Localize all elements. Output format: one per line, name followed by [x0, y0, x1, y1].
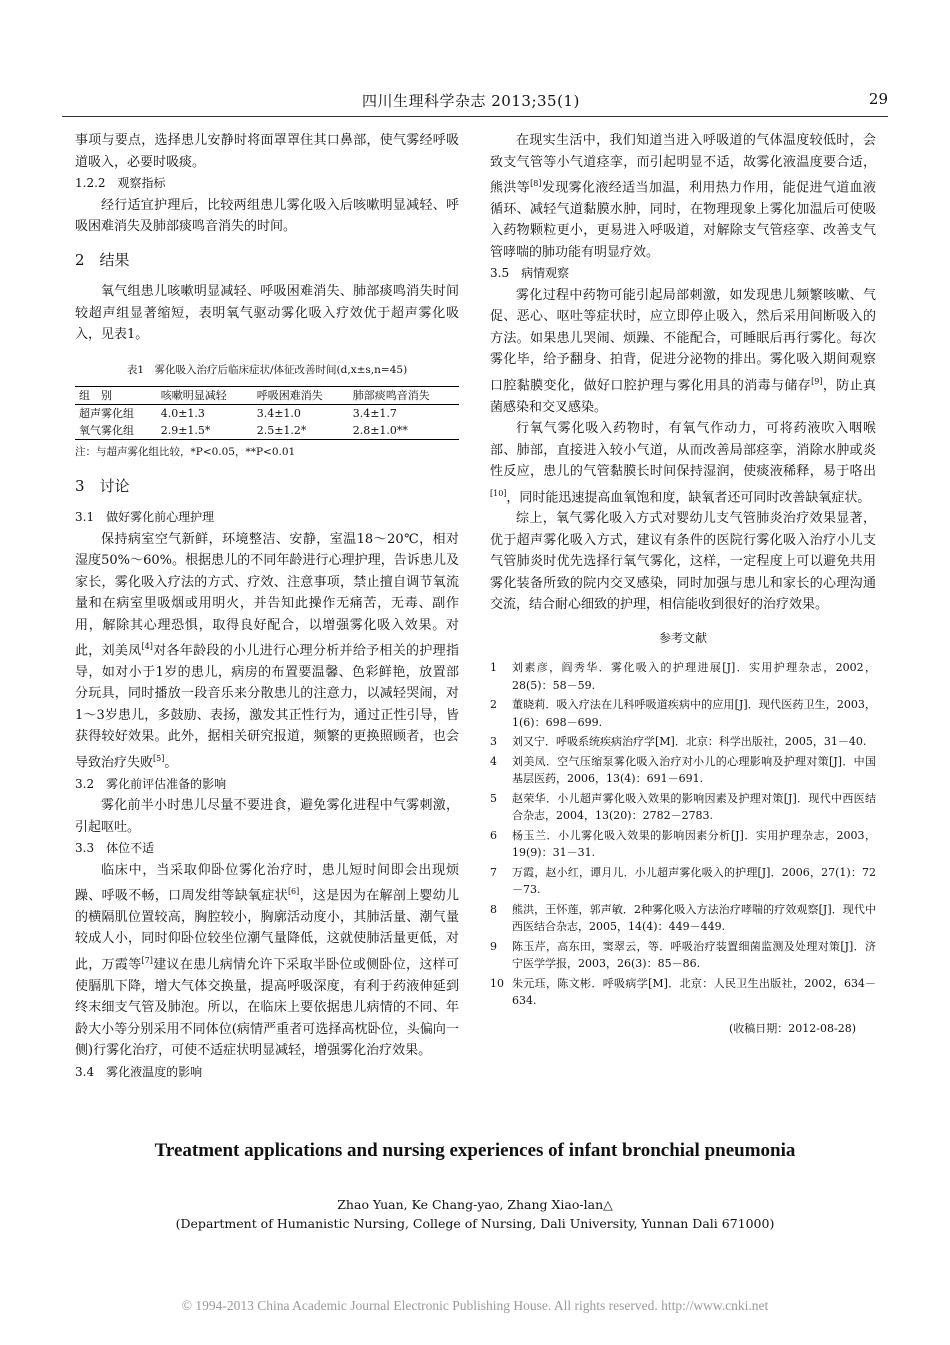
reference-number: 5: [490, 791, 497, 805]
subsection-heading: 3.5 病情观察: [490, 266, 570, 281]
reference-number: 3: [490, 735, 497, 749]
reference-text: 熊洪，王怀莲，郭声敏．2种雾化吸入方法治疗哮喘的疗效观察[J]．现代中西医结合杂志，2005，14(4)：449－449.: [512, 902, 876, 934]
section-heading: 3 讨论: [75, 476, 130, 495]
reference-item: [490, 975, 876, 1010]
paragraph: [75, 860, 459, 1062]
text-run: 建议在患儿病情允许下采取半卧位或侧卧位，这样可使膈肌下降，增大气体交换量，提高呼吸深度，有利于药液伸延到终末细支气管及肺泡。所以，在临床上要依据患儿病情的不同、年龄大小等分别采用不同体位(病情严重者可选择高枕卧位，头偏向一侧)行雾化治疗，可使不适症状明显减轻，增强雾化治疗效果。: [75, 957, 459, 1059]
text-run: ，同时能迅速提高血氧饱和度，缺氧者还可同时改善缺氧症状。: [506, 489, 871, 505]
text-run: 临床中，当采取仰卧位雾化治疗时，患儿短时间即会出现烦躁、呼吸不畅，口周发绀等缺氧症状: [75, 862, 459, 904]
reference-text: 刘又宁．呼吸系统疾病治疗学[M]．北京：科学出版社，2005，31－40.: [512, 735, 867, 749]
reference-text: 陈玉芹，高东田，窦翠云，等．呼吸治疗装置细菌监测及处理对策[J]．济宁医学学报，2003，26(3)：85－86.: [512, 939, 876, 971]
reference-number: 4: [490, 754, 497, 768]
table-header: 呼吸困难消失: [256, 389, 323, 402]
table-row: [75, 422, 459, 440]
table-header: 肺部痰鸣音消失: [352, 389, 430, 402]
reference-item: [490, 901, 876, 936]
table-cell: 3.4±1.7: [352, 407, 397, 420]
reference-text: 董晓莉．吸入疗法在儿科呼吸道疾病中的应用[J]．现代医药卫生，2003，1(6)：698－699.: [512, 698, 876, 729]
table-cell: 2.8±1.0**: [352, 424, 408, 437]
table-cell: 3.4±1.0: [256, 407, 301, 420]
reference-number: 10: [490, 976, 504, 990]
paragraph: 事项与要点，选择患儿安静时将面罩罩住其口鼻部，使气雾经呼吸道吸入，必要时吸痰。: [75, 133, 459, 170]
table-caption: 表1 雾化吸入治疗后临床症状/体征改善时间(d,x±s,n=45): [126, 363, 408, 376]
subsection-heading: 3.4 雾化液温度的影响: [75, 1064, 203, 1079]
right-column: [490, 130, 876, 1039]
reference-number: 8: [490, 902, 497, 916]
text-run: 对各年龄段的小儿进行心理分析并给予相关的护理指导，如对小于1岁的患儿，病房的布置要温馨、色彩鲜艳，放置部分玩具，同时播放一段音乐来分散患儿的注意力，以减轻哭闹，对1～3岁患儿，多鼓励、表扬，激发其正性行为，通过正性引导，皆获得较好效果。此外，据相关研究报道，频繁的更换照顾者，也会导致治疗失败: [75, 643, 459, 771]
reference-item: [490, 938, 876, 973]
paragraph: [490, 285, 876, 418]
copyright-footer: © 1994-2013 China Academic Journal Electronic Publishing House. All rights reserved. http://www.cnki.net: [181, 1298, 769, 1313]
table-cell: 超声雾化组: [79, 407, 134, 420]
reference-text: 杨玉兰．小儿雾化吸入效果的影响因素分析[J]．实用护理杂志，2003，19(9)：31－31.: [512, 828, 876, 860]
subsection-heading: 1.2.2 观察指标: [75, 176, 166, 190]
text-run: 发现雾化液经适当加温，利用热力作用，能促进气道血液循环、减轻气道黏膜水肿，同时，在物理现象上雾化加温后可使吸入药物颗粒更小，更易进入呼吸道，对解除支气管痉挛、改善支气管哮喘的肺功能有明显疗效。: [490, 180, 876, 260]
reference-number: 9: [490, 939, 497, 953]
paragraph: 经行适宜护理后，比较两组患儿雾化吸入后咳嗽明显减轻、呼吸困难消失及肺部痰鸣音消失的时间。: [75, 197, 459, 234]
table-header: 咳嗽明显减轻: [160, 389, 227, 402]
reference-text: 万霞，赵小红，谭月儿．小儿超声雾化吸入的护理[J]．2006，27(1)：72－73.: [512, 865, 876, 897]
paragraph: 雾化前半小时患儿尽量不要进食，避免雾化进程中气雾刺激，引起呕吐。: [75, 798, 459, 835]
section-heading: 2 结果: [75, 250, 130, 269]
text-run: 行氧气雾化吸入药物时，有氧气作动力，可将药液吹入咽喉部、肺部，直接进入较小气道，从而改善局部痉挛，消除水肿或炎性反应，患儿的气管黏膜长时间保持湿润，使痰液稀释，易于咯出: [490, 421, 876, 480]
table-cell: 氧气雾化组: [79, 424, 134, 437]
citation: [10]: [490, 488, 507, 498]
subsection-heading: 3.2 雾化前评估准备的影响: [75, 776, 227, 791]
text-run: ，防止真菌感染和交叉感染。: [490, 378, 876, 415]
text-run: 。: [164, 755, 178, 771]
paragraph: 综上，氧气雾化吸入方式对婴幼儿支气管肺炎治疗效果显著，优于超声雾化吸入方式，建议有条件的医院行雾化吸入治疗小儿支气管肺炎时优先选择行氧气雾化，这样，一定程度上可以避免共用雾化装备所致的院内交叉感染，同时加强与患儿和家长的心理沟通交流，结合耐心细致的护理，相信能收到很好的治疗效果。: [490, 511, 876, 613]
citation: [6]: [287, 887, 300, 897]
text-run: 雾化过程中药物可能引起局部刺激，如发现患儿频繁咳嗽、气促、恶心、呕吐等症状时，应立即停止吸入，然后采用间断吸入的方法。如果患儿哭闹、烦躁、不能配合，可睡眠后再行雾化。每次雾化毕，给予翻身、拍背，促进分泌物的排出。雾化吸入期间观察口腔黏膜变化，做好口腔护理与雾化用具的消毒与储存: [490, 287, 876, 394]
references-title: 参考文献: [658, 630, 707, 645]
english-affiliation: (Department of Humanistic Nursing, College of Nursing, Dali University, Yunnan Dali 671000): [175, 1216, 775, 1231]
page-number: 29: [868, 90, 888, 108]
table-cell: 2.5±1.2*: [256, 424, 307, 437]
table-header: 组 别: [79, 389, 112, 402]
data-table: [75, 386, 459, 440]
reference-text: 刘素彦，阎秀华．雾化吸入的护理进展[J]．实用护理杂志，2002，28(5)：58－59.: [512, 661, 876, 692]
table-note: 注：与超声雾化组比较，*P<0.05，**P<0.01: [75, 446, 296, 458]
english-title: Treatment applications and nursing experiences of infant bronchial pneumonia: [154, 1140, 796, 1161]
citation: [9]: [811, 376, 823, 386]
results-table: [75, 360, 459, 464]
reference-item: [490, 827, 876, 862]
citation: [4]: [141, 642, 153, 651]
reference-text: 朱元珏，陈文彬．呼吸病学[M]．北京：人民卫生出版社，2002，634－634.: [512, 976, 876, 1008]
table-cell: 2.9±1.5*: [160, 424, 211, 437]
citation: [7]: [141, 955, 153, 965]
reference-number: 6: [490, 828, 497, 842]
citation: [5]: [153, 753, 165, 763]
left-column: [75, 130, 459, 1083]
reference-item: [490, 733, 876, 751]
subsection-heading: 3.1 做好雾化前心理护理: [75, 510, 215, 524]
reference-number: 2: [490, 698, 497, 712]
reference-text: 赵荣华．小儿超声雾化吸入效果的影响因素及护理对策[J]．现代中西医结合杂志，2004，13(20)：2782－2783.: [512, 791, 876, 823]
text-run: 保持病室空气新鲜，环境整洁、安静，室温18～20℃，相对湿度50%～60%。根据患儿的不同年龄进行心理护理，告诉患儿及家长，雾化吸入疗法的方式、疗效、注意事项，禁止擅自调节氧流量和在病室里吸烟或用明火，并告知此操作无痛苦，无毒、副作用，解除其心理恐惧，取得良好配合，以增强雾化吸入效果。对此，刘美凤: [75, 531, 459, 659]
table-header-row: [75, 387, 459, 405]
paragraph: [490, 130, 876, 263]
subsection-heading: 3.3 体位不适: [75, 841, 155, 856]
running-header: [62, 88, 888, 117]
table-row: [75, 405, 459, 423]
reference-number: 7: [490, 865, 497, 879]
paragraph: 氧气组患儿咳嗽明显减轻、呼吸困难消失、肺部痰鸣消失时间较超声组显著缩短，表明氧气驱动雾化吸入疗效优于超声雾化吸入，见表1。: [75, 284, 459, 342]
paragraph: [75, 529, 459, 774]
reference-item: [490, 753, 876, 788]
citation: [8]: [530, 179, 542, 188]
paragraph: [490, 418, 876, 508]
text-run: ，这是因为在解剖上婴幼儿的横隔肌位置较高，胸腔较小，胸廓活动度小，其肺活量、潮气量较成人小，同时仰卧位较坐位潮气量降低，这就使肺活量更低，对此，万霞等: [75, 888, 459, 973]
reference-item: [490, 696, 876, 731]
reference-item: [490, 790, 876, 825]
received-date: (收稿日期：2012-08-28): [728, 1021, 856, 1035]
english-authors: Zhao Yuan, Ke Chang-yao, Zhang Xiao-lan△: [337, 1197, 613, 1212]
reference-item: [490, 864, 876, 899]
text-run: 在现实生活中，我们知道当进入呼吸道的气体温度较低时，会致支气管等小气道痉挛，而引起明显不适，故雾化液温度要合适，熊洪等: [490, 133, 876, 196]
reference-text: 刘美凤．空气压缩泵雾化吸入治疗对小儿的心理影响及护理对策[J]．中国基层医药，2006，13(4)：691－691.: [512, 754, 876, 786]
journal-name: 四川生理科学杂志 2013;35(1): [362, 92, 580, 110]
reference-list: [490, 659, 876, 1010]
reference-item: [490, 659, 876, 694]
reference-number: 1: [490, 661, 497, 675]
table-cell: 4.0±1.3: [160, 407, 205, 420]
